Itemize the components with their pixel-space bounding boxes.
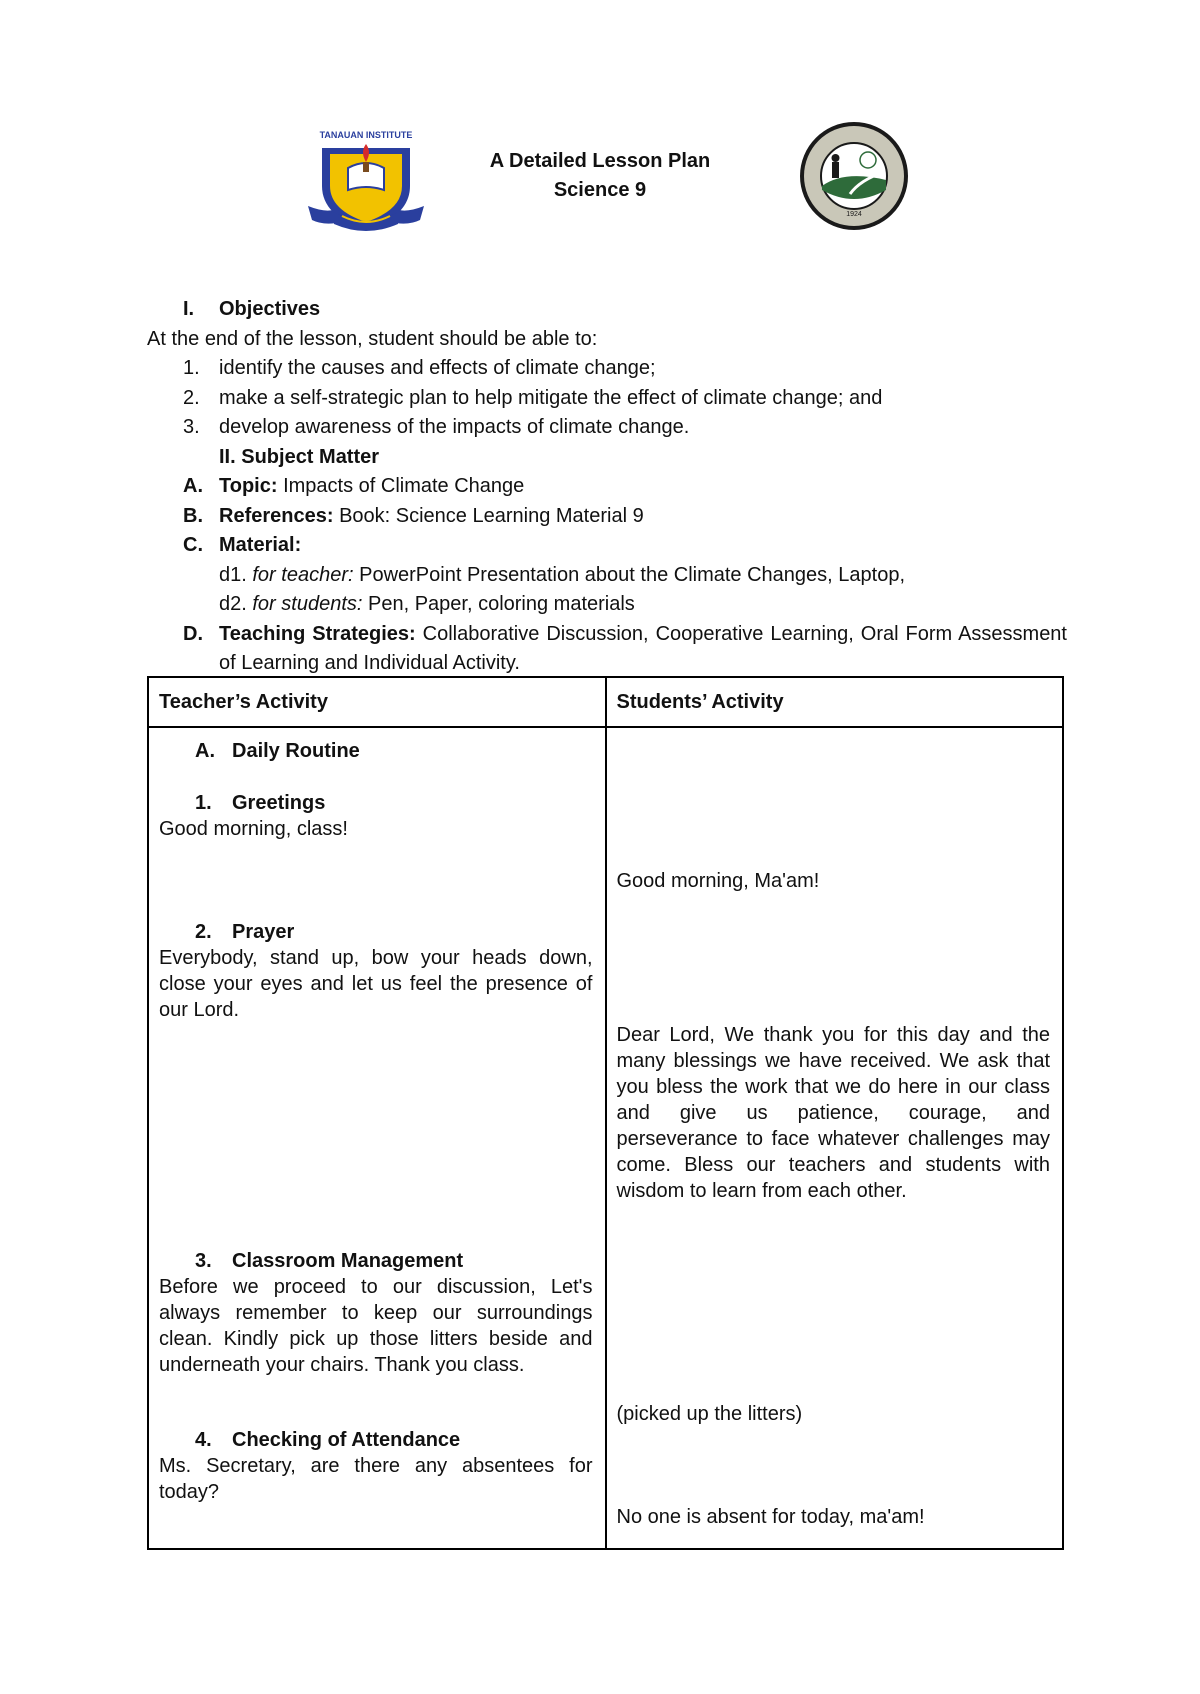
daily-routine-letter: A. [195,740,215,762]
objective-number: 2. [183,386,200,409]
topic-letter: A. [183,475,203,497]
activity-table-header [148,677,1063,727]
material-d1-label: for teacher: [252,563,354,586]
management-title: Classroom Management [232,1250,464,1272]
teacher-activity-header: Teacher’s Activity [148,677,606,727]
topic-line [147,472,1067,502]
objective-text: identify the causes and effects of climate change; [219,357,656,379]
daily-routine-heading [159,738,593,764]
material-line [147,531,1067,561]
subject-matter-numeral: II. [219,445,236,468]
topic-value: Impacts of Climate Change [283,475,525,497]
prayer-section [159,919,593,1023]
objective-item [147,413,1067,443]
management-student-text: (picked up the litters) [616,1403,803,1425]
strategies-label: Teaching Strategies: [219,622,416,645]
strategies-line [147,620,1067,679]
material-d1-value: PowerPoint Presentation about the Climate Changes, Laptop, [359,563,906,586]
seal-year-text: 1924 [846,211,862,218]
document-header [0,147,1200,205]
management-number: 3. [195,1250,212,1272]
activity-table-row [148,727,1063,1549]
shield-logo-caption: TANAUAN INSTITUTE [319,130,413,140]
attendance-number: 4. [195,1429,212,1451]
references-label: References: [219,504,334,527]
prayer-student-text: Dear Lord, We thank you for this day and the many blessings we have received. We ask that you bless the work that we do here in our class and give us patience, courage, and perseverance to face whatever challenges may come. Bless our teachers and students with wisdom to learn from each other. [616,1024,1050,1202]
material-d2-prefix: d2. [219,593,247,615]
material-d2-label: for students: [252,593,363,615]
references-value: Book: Science Learning Material 9 [339,504,644,527]
material-label: Material: [219,534,302,556]
greetings-title: Greetings [232,792,326,814]
objectives-intro: At the end of the lesson, student should be able to: [147,327,598,350]
topic-label: Topic: [219,475,278,497]
objectives-heading [147,295,1067,325]
greetings-teacher-text: Good morning, class! [159,818,348,840]
material-letter: C. [183,534,203,556]
document-title: A Detailed Lesson Plan [489,150,711,172]
attendance-section [159,1427,593,1505]
tanauan-institute-seal-logo [794,120,914,232]
subject-matter-title: Subject Matter [241,445,380,468]
teacher-activity-cell [148,727,606,1549]
prayer-title: Prayer [232,921,295,943]
objective-number: 3. [183,416,200,438]
strategies-value: Collaborative Discussion, Cooperative Learning, Oral Form Assessment of Learning and Individual Activity. [219,622,1067,674]
objective-text: make a self-strategic plan to help mitigate the effect of climate change; and [219,386,883,409]
attendance-student-text: No one is absent for today, ma'am! [616,1506,925,1528]
greetings-section [159,790,593,842]
references-line [147,502,1067,532]
attendance-teacher-text: Ms. Secretary, are there any absentees for today? [159,1455,593,1503]
material-students-line [147,590,1067,620]
prayer-number: 2. [195,921,212,943]
material-d2-value: Pen, Paper, coloring materials [368,593,635,615]
activity-table [147,676,1064,1550]
subject-matter-heading [147,443,1067,473]
document-subject: Science 9 [553,179,647,201]
objective-number: 1. [183,357,200,379]
students-activity-cell [606,727,1064,1549]
objective-text: develop awareness of the impacts of climate change. [219,416,690,438]
daily-routine-title: Daily Routine [232,740,360,762]
material-d1-prefix: d1. [219,563,247,586]
objectives-numeral: I. [183,298,195,320]
prayer-teacher-text: Everybody, stand up, bow your heads down, close your eyes and let us feel the presence of our Lord. [159,947,593,1021]
objective-item [147,354,1067,384]
objective-item [147,384,1067,414]
students-activity-header: Students’ Activity [606,677,1064,727]
greetings-student-text: Good morning, Ma'am! [616,870,820,892]
material-teacher-line [147,561,1067,591]
management-teacher-text: Before we proceed to our discussion, Let's always remember to keep our surroundings clean. Kindly pick up those litters beside and underneath your chairs. Thank you class. [159,1276,593,1376]
classroom-management-section [159,1248,593,1378]
greetings-number: 1. [195,792,212,814]
references-letter: B. [183,504,203,527]
lesson-body [147,295,1067,679]
objectives-title: Objectives [219,298,321,320]
attendance-title: Checking of Attendance [232,1429,461,1451]
strategies-letter: D. [183,622,203,645]
